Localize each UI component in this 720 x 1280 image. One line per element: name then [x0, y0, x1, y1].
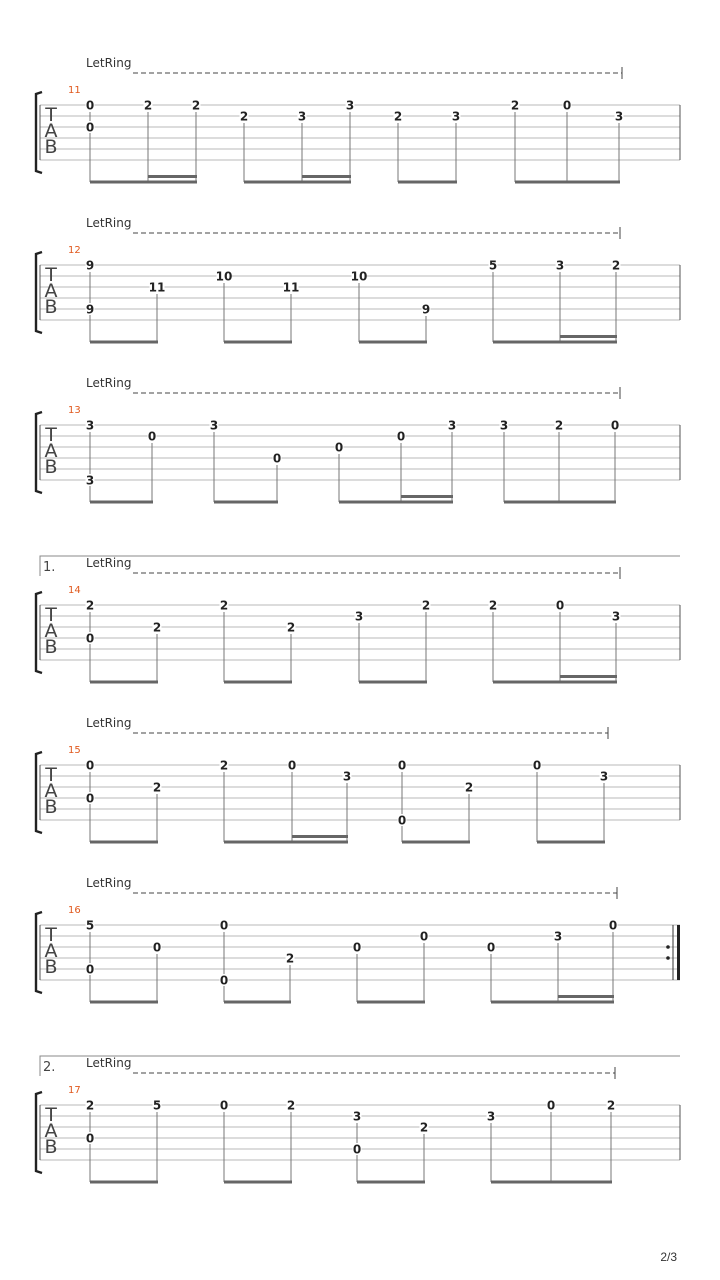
- tab-clef-letter: A: [44, 440, 58, 462]
- beam-secondary: [401, 495, 453, 498]
- tab-clef-letter: B: [44, 456, 58, 478]
- fret-number: 2: [464, 780, 474, 795]
- fret-number: 3: [345, 98, 355, 113]
- fret-number: 2: [510, 98, 520, 113]
- fret-number: 3: [599, 769, 609, 784]
- beam: [224, 681, 292, 684]
- fret-number: 0: [532, 758, 542, 773]
- fret-number: 3: [85, 473, 95, 488]
- fret-number: 2: [219, 598, 229, 613]
- fret-number: 2: [419, 1120, 429, 1135]
- tab-system-15: [36, 716, 680, 844]
- system-bracket: [36, 252, 42, 333]
- tab-clef-letter: T: [45, 764, 57, 786]
- fret-number: 0: [85, 120, 95, 135]
- fret-number: 2: [393, 109, 403, 124]
- letring-label: LetRing: [86, 1056, 132, 1070]
- fret-number: 2: [606, 1098, 616, 1113]
- tab-system-12: [36, 216, 680, 344]
- beam: [515, 181, 620, 184]
- beam-secondary: [292, 835, 348, 838]
- beam: [90, 1001, 158, 1004]
- tab-clef-letter: B: [44, 1136, 58, 1158]
- fret-number: 0: [610, 418, 620, 433]
- fret-number: 3: [342, 769, 352, 784]
- fret-number: 0: [85, 758, 95, 773]
- fret-number: 2: [421, 598, 431, 613]
- tab-system-16: [36, 876, 680, 1004]
- tab-clef-letter: T: [45, 104, 57, 126]
- tab-clef-letter: A: [44, 120, 58, 142]
- fret-number: 3: [486, 1109, 496, 1124]
- letring-label: LetRing: [86, 56, 132, 70]
- fret-number: 3: [297, 109, 307, 124]
- beam-secondary: [560, 335, 617, 338]
- fret-number: 2: [143, 98, 153, 113]
- repeat-dot: [666, 956, 670, 960]
- tab-system-13: [36, 376, 680, 504]
- beam: [244, 181, 351, 184]
- fret-number: 0: [419, 929, 429, 944]
- beam: [90, 1181, 158, 1184]
- fret-number: 3: [447, 418, 457, 433]
- beam: [491, 1001, 614, 1004]
- beam: [493, 341, 617, 344]
- repeat-thick-barline: [677, 925, 680, 980]
- fret-number: 0: [152, 940, 162, 955]
- beam: [90, 681, 158, 684]
- fret-number: 3: [85, 418, 95, 433]
- fret-number: 2: [488, 598, 498, 613]
- fret-number: 0: [396, 429, 406, 444]
- fret-number: 11: [282, 280, 300, 295]
- fret-number: 2: [554, 418, 564, 433]
- fret-number: 0: [85, 791, 95, 806]
- beam: [359, 681, 427, 684]
- fret-number: 3: [451, 109, 461, 124]
- tab-clef-letter: A: [44, 780, 58, 802]
- letring-label: LetRing: [86, 216, 132, 230]
- beam: [214, 501, 278, 504]
- fret-number: 0: [147, 429, 157, 444]
- fret-number: 2: [286, 1098, 296, 1113]
- letring-label: LetRing: [86, 876, 132, 890]
- measure-number: 15: [68, 745, 81, 756]
- tab-system-14: [36, 556, 680, 684]
- tab-clef-letter: T: [45, 424, 57, 446]
- fret-number: 0: [397, 813, 407, 828]
- fret-number: 3: [354, 609, 364, 624]
- fret-number: 0: [486, 940, 496, 955]
- fret-number: 2: [191, 98, 201, 113]
- fret-number: 0: [219, 1098, 229, 1113]
- tab-clef-letter: B: [44, 636, 58, 658]
- fret-number: 2: [286, 620, 296, 635]
- beam: [359, 341, 427, 344]
- volta-number: 2.: [43, 1060, 56, 1075]
- fret-number: 0: [546, 1098, 556, 1113]
- fret-number: 5: [488, 258, 498, 273]
- tab-clef-letter: A: [44, 1120, 58, 1142]
- fret-number: 0: [608, 918, 618, 933]
- fret-number: 0: [219, 973, 229, 988]
- fret-number: 5: [152, 1098, 162, 1113]
- system-bracket: [36, 412, 42, 493]
- tab-clef-letter: T: [45, 604, 57, 626]
- fret-number: 0: [555, 598, 565, 613]
- beam: [398, 181, 457, 184]
- tab-clef-letter: T: [45, 1104, 57, 1126]
- tab-clef-letter: B: [44, 796, 58, 818]
- fret-number: 2: [285, 951, 295, 966]
- fret-number: 3: [614, 109, 624, 124]
- fret-number: 0: [272, 451, 282, 466]
- fret-number: 2: [611, 258, 621, 273]
- tab-clef-letter: T: [45, 264, 57, 286]
- fret-number: 3: [352, 1109, 362, 1124]
- measure-number: 12: [68, 245, 81, 256]
- fret-number: 3: [209, 418, 219, 433]
- measure-number: 13: [68, 405, 81, 416]
- fret-number: 9: [421, 302, 431, 317]
- tab-clef-letter: B: [44, 956, 58, 978]
- beam-secondary: [558, 995, 614, 998]
- tab-clef-letter: B: [44, 296, 58, 318]
- beam: [224, 841, 348, 844]
- fret-number: 11: [148, 280, 166, 295]
- fret-number: 9: [85, 258, 95, 273]
- tab-clef-letter: B: [44, 136, 58, 158]
- fret-number: 0: [334, 440, 344, 455]
- page-number: 2/3: [660, 1250, 677, 1264]
- fret-number: 2: [85, 598, 95, 613]
- system-bracket: [36, 752, 42, 833]
- tab-system-17: [36, 1056, 680, 1184]
- beam: [504, 501, 616, 504]
- fret-number: 3: [499, 418, 509, 433]
- tab-clef-letter: A: [44, 620, 58, 642]
- fret-number: 0: [562, 98, 572, 113]
- system-bracket: [36, 912, 42, 993]
- system-bracket: [36, 1092, 42, 1173]
- beam: [357, 1181, 425, 1184]
- fret-number: 0: [287, 758, 297, 773]
- measure-number: 17: [68, 1085, 81, 1096]
- beam: [90, 341, 158, 344]
- tab-clef-letter: A: [44, 940, 58, 962]
- beam-secondary: [302, 175, 351, 178]
- fret-number: 3: [555, 258, 565, 273]
- beam: [224, 341, 292, 344]
- beam: [339, 501, 453, 504]
- beam: [493, 681, 617, 684]
- fret-number: 10: [350, 269, 368, 284]
- fret-number: 0: [352, 940, 362, 955]
- fret-number: 0: [219, 918, 229, 933]
- measure-number: 16: [68, 905, 81, 916]
- tab-clef-letter: T: [45, 924, 57, 946]
- beam: [224, 1001, 291, 1004]
- letring-label: LetRing: [86, 376, 132, 390]
- fret-number: 0: [397, 758, 407, 773]
- beam: [90, 181, 197, 184]
- beam: [90, 841, 158, 844]
- beam: [537, 841, 605, 844]
- beam: [402, 841, 470, 844]
- fret-number: 9: [85, 302, 95, 317]
- measure-number: 11: [68, 85, 81, 96]
- fret-number: 0: [85, 1131, 95, 1146]
- beam: [491, 1181, 612, 1184]
- fret-number: 0: [352, 1142, 362, 1157]
- fret-number: 0: [85, 631, 95, 646]
- system-bracket: [36, 592, 42, 673]
- volta-number: 1.: [43, 560, 56, 575]
- beam-secondary: [560, 675, 617, 678]
- fret-number: 2: [239, 109, 249, 124]
- beam-secondary: [148, 175, 197, 178]
- fret-number: 2: [152, 780, 162, 795]
- fret-number: 2: [152, 620, 162, 635]
- fret-number: 5: [85, 918, 95, 933]
- letring-label: LetRing: [86, 716, 132, 730]
- fret-number: 2: [85, 1098, 95, 1113]
- fret-number: 0: [85, 98, 95, 113]
- repeat-dot: [666, 945, 670, 949]
- fret-number: 2: [219, 758, 229, 773]
- letring-label: LetRing: [86, 556, 132, 570]
- tab-system-11: [36, 56, 680, 184]
- beam: [224, 1181, 292, 1184]
- fret-number: 3: [611, 609, 621, 624]
- fret-number: 3: [553, 929, 563, 944]
- fret-number: 10: [215, 269, 233, 284]
- measure-number: 14: [68, 585, 81, 596]
- tab-clef-letter: A: [44, 280, 58, 302]
- fret-number: 0: [85, 962, 95, 977]
- beam: [357, 1001, 425, 1004]
- system-bracket: [36, 92, 42, 173]
- beam: [90, 501, 153, 504]
